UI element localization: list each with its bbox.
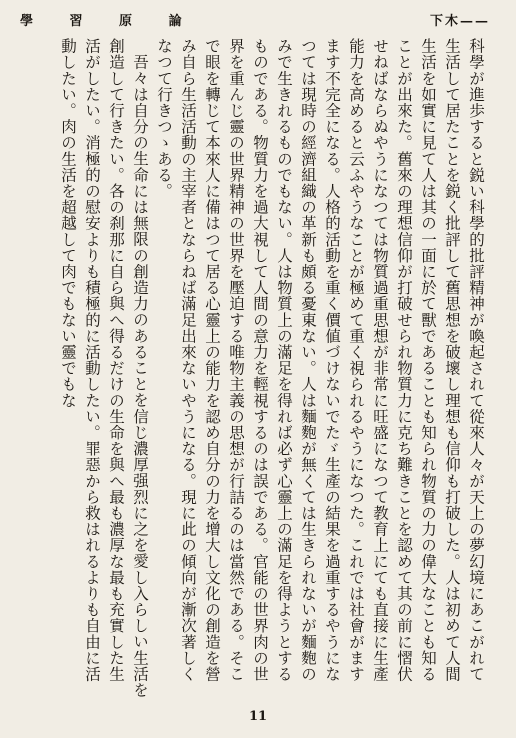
page-number: 11 [248, 709, 268, 724]
paragraph: 吾々は自分の生命には無限の創造力のあることを信じ濃厚强烈に之を愛し入らしい生活を創造して行きたい。各の刹那に自ら與へ得るだけの生命を與へ最も濃厚な最も充實した生活がしたい。消極的の慰安よりも積極的に活動したい。罪惡から救はれるよりも自由に活動したい。肉の生活を超越して肉でもない靈でもな [59, 38, 149, 698]
paragraph: 科學が進歩すると鋭い科學的批評精神が喚起されて從來人々が天上の夢幻境にあこがれて生活して居たことを鋭く批評して舊思想を破壞し理想も信仰も打破した。人は初めて人間生活を如實に見て人は其の一面に於て獸であることも知られ物質の力の偉大なことも知ることが出來た。舊來の理想信仰が打破せられ物質力に克ち難きことを認めて其の前に慴伏せねばならぬやうになつては物質過重思想が非常に旺盛になつて教育上にても直接に生產能力を高めると云ふやうなことが極めて重く視られるやうになつた。これでは社會がますます不完全になる。人格的活動を重く價値づけないでたゞ生產の結果を過重するやうになつては現時の經濟組織の革新も頗る憂東ない。人は麵麭が無くては生きられないが麵麭のみで生きれるものでもない。人は物質上の滿足を得れば必ず心靈上の滿足を得ようとするものである。物質力を過大視して人間の意力を輕視するのは誤である。官能の世界肉の世界を重んじ靈の世界精神の世界を壓迫する唯物主義の思想が行詰るのは當然である。そこで眼を轉じて本來人に備はつて居る心靈上の能力を認め自分の力を增大し文化の創造を營み自ら生活活動の主宰者とならねば滿足出來ないやうになる。現に此の傾向が漸次著しくなつて行きつゝある。 [155, 38, 485, 682]
running-author: 下木—— [429, 14, 490, 29]
running-title: 學 習 原 論 [20, 14, 198, 29]
running-header [20, 10, 490, 30]
vertical-body-text [18, 38, 488, 698]
